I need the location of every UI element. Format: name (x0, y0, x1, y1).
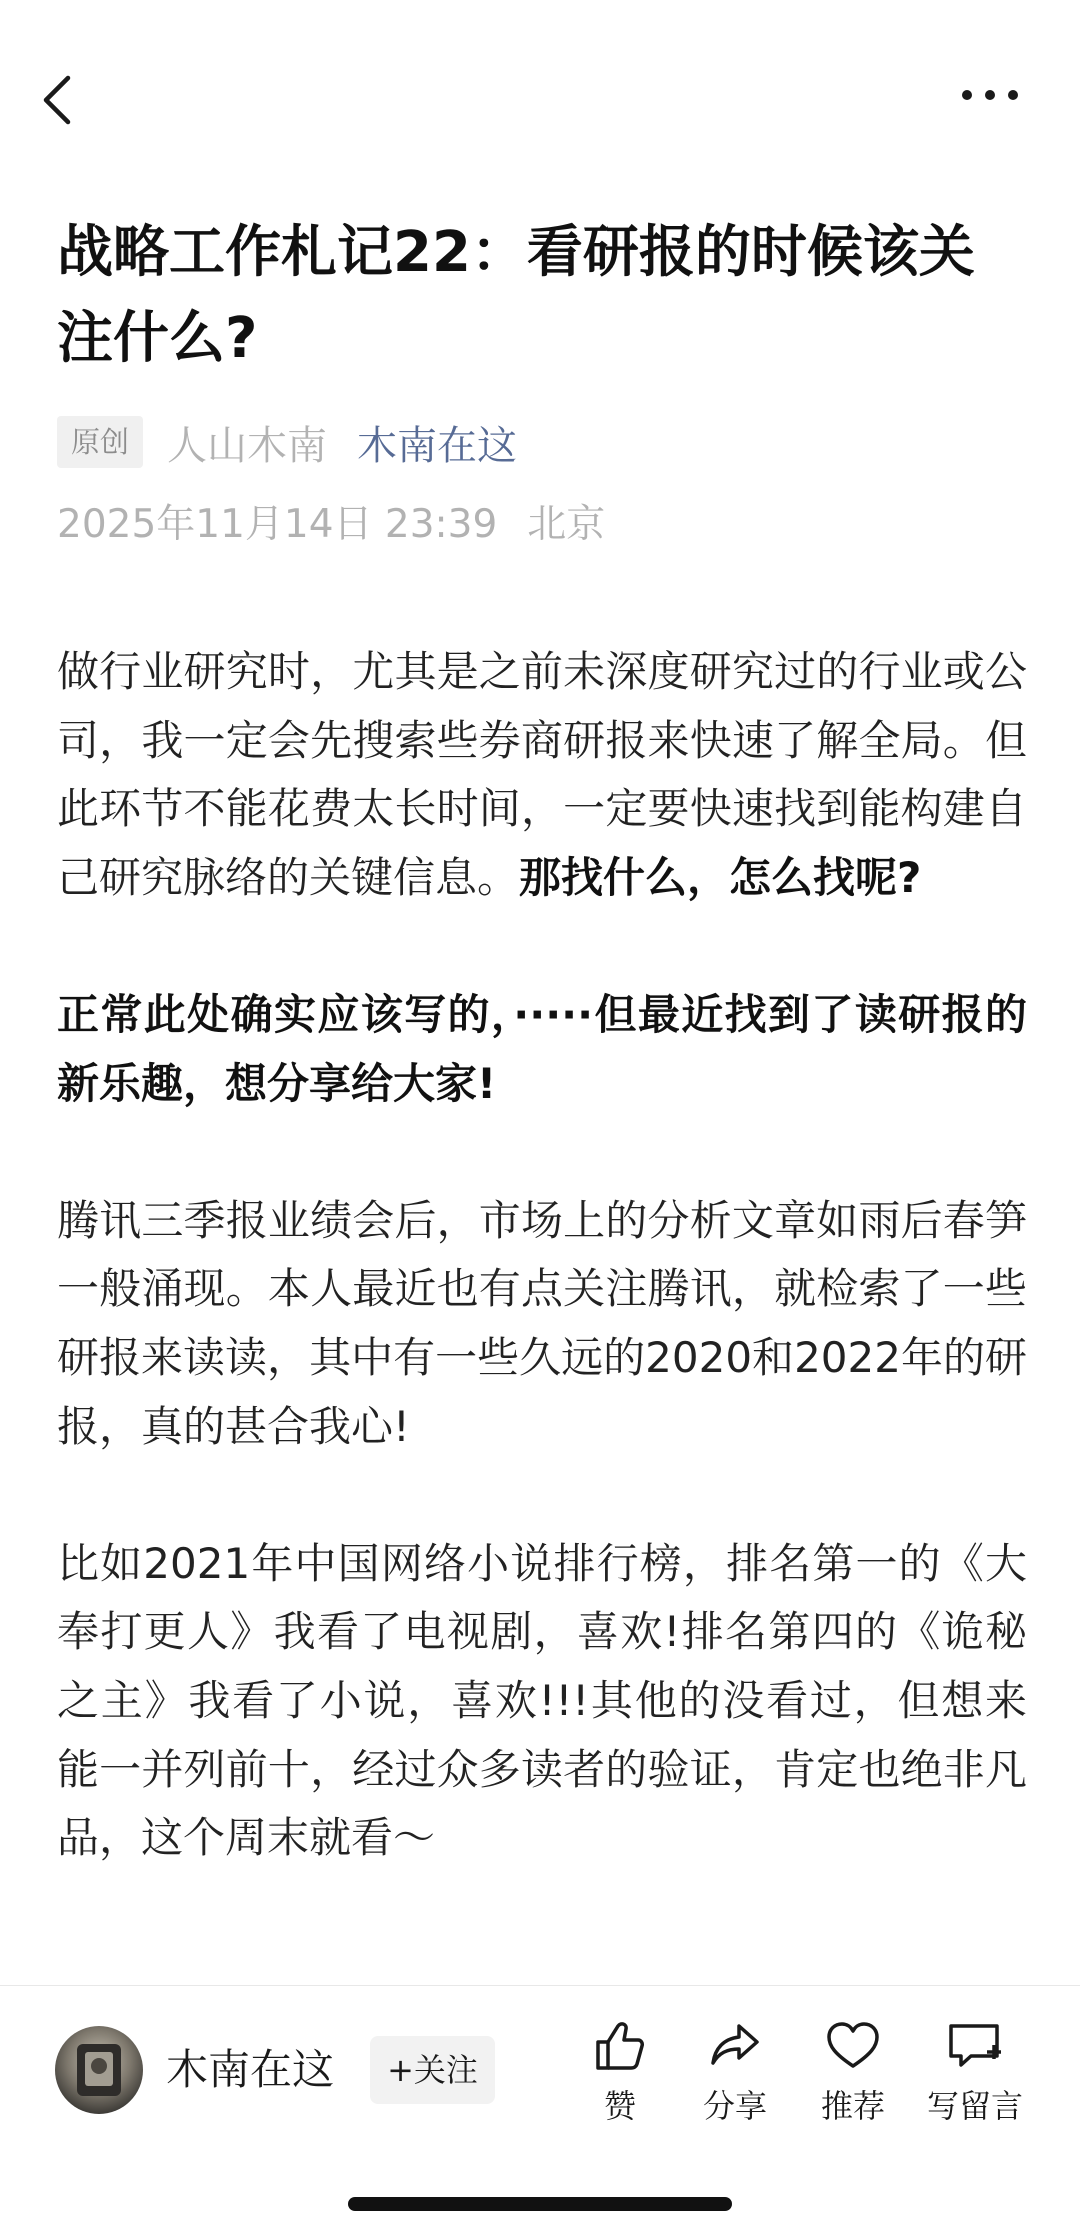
author-name: 人山木南 (167, 422, 328, 469)
share-arrow-icon (705, 2016, 765, 2076)
paragraph-4: 比如2021年中国网络小说排行榜，排名第一的《大奉打更人》我看了电视剧，喜欢!排名第四的《诡秘之主》我看了小说，喜欢!!!其他的没看过，但想来能一并列前十，经过众多读者的验证，肯定也绝非凡品，这个周末就看～ (57, 1538, 1027, 1863)
publish-info (57, 497, 605, 553)
more-options-button[interactable] (960, 80, 1020, 110)
avatar[interactable] (55, 2026, 143, 2114)
article-meta (57, 414, 517, 470)
chevron-left-icon (38, 72, 78, 128)
paragraph-1 (57, 638, 1027, 912)
original-badge: 原创 (57, 416, 143, 468)
home-indicator[interactable] (348, 2197, 732, 2211)
comment-add-icon (945, 2016, 1005, 2076)
publish-location: 北京 (527, 502, 606, 547)
like-label: 赞 (603, 2087, 636, 2125)
like-button[interactable] (565, 2016, 675, 2128)
bottom-toolbar (0, 1985, 1080, 2231)
recommend-button[interactable] (798, 2016, 908, 2128)
share-button[interactable] (680, 2016, 790, 2128)
more-horizontal-icon (960, 80, 1020, 110)
heart-icon (823, 2016, 883, 2076)
write-comment-button[interactable] (915, 2016, 1035, 2128)
article-title: 战略工作札记22：看研报的时候该关注什么? (57, 220, 975, 371)
recommend-label: 推荐 (820, 2087, 885, 2125)
paragraph-1-bold: 那找什么，怎么找呢? (519, 852, 922, 902)
article-body (57, 638, 1027, 1941)
follow-button[interactable]: +关注 (370, 2036, 495, 2104)
publish-datetime: 2025年11月14日 23:39 (57, 502, 498, 547)
toolbar-account-name[interactable]: 木南在这 (166, 2045, 335, 2094)
thumbs-up-icon (590, 2016, 650, 2076)
avatar-image-icon (55, 2026, 143, 2114)
top-navigation (0, 0, 1080, 180)
account-link[interactable]: 木南在这 (357, 422, 518, 469)
back-button[interactable] (38, 72, 78, 128)
write-comment-label: 写留言 (926, 2087, 1023, 2125)
paragraph-1-text: 做行业研究时，尤其是之前未深度研究过的行业或公司，我一定会先搜索些券商研报来快速了解全局。但此环节不能花费太长时间，一定要快速找到能构建自己研究脉络的关键信息。 (57, 647, 1027, 902)
share-label: 分享 (702, 2087, 767, 2125)
paragraph-2-bold: 正常此处确实应该写的，·····但最近找到了读研报的新乐趣，想分享给大家! (57, 989, 1027, 1108)
paragraph-2 (57, 981, 1027, 1118)
paragraph-3: 腾讯三季报业绩会后，市场上的分析文章如雨后春笋一般涌现。本人最近也有点关注腾讯，就检索了一些研报来读读，其中有一些久远的2020和2022年的研报，真的甚合我心! (57, 1195, 1027, 1451)
